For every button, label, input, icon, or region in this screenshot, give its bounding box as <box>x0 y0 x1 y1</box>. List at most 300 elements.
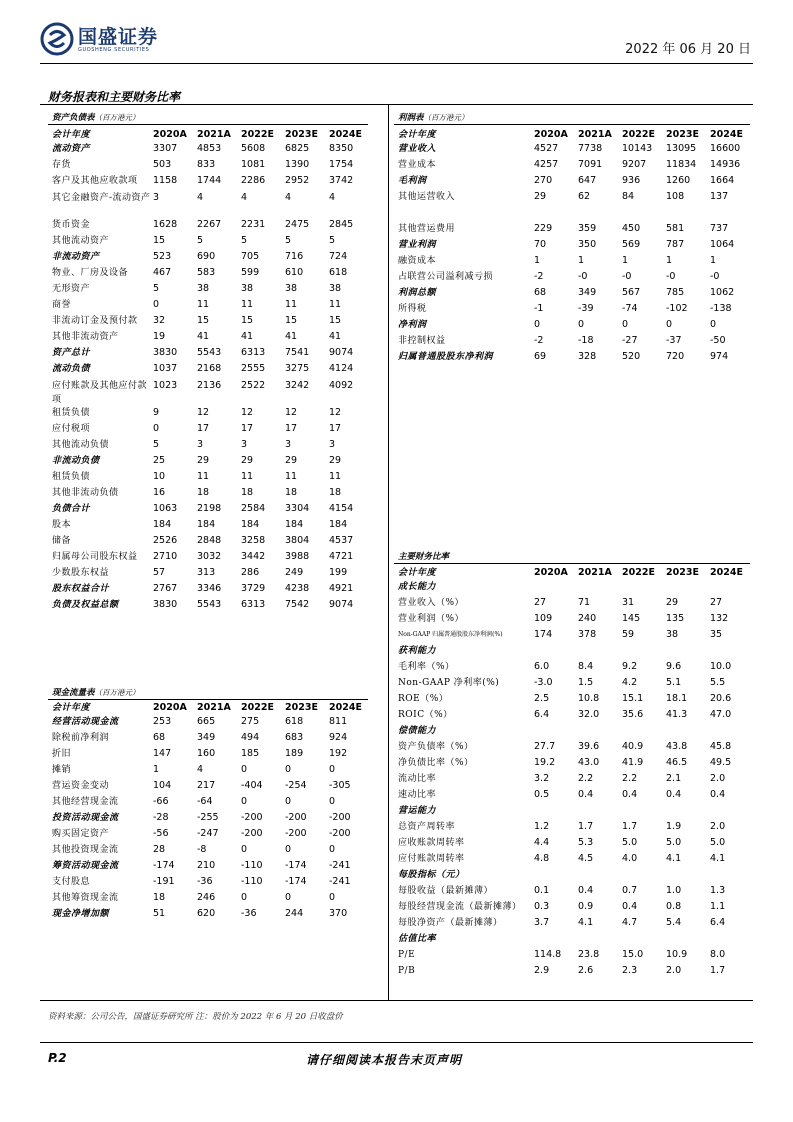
row-value <box>622 645 666 661</box>
row-value: 11 <box>197 299 210 310</box>
table-row <box>398 207 750 223</box>
row-value: 3988 <box>285 551 310 562</box>
row-value <box>666 933 710 949</box>
row-label: 所得税 <box>398 304 427 314</box>
row-label: 客户及其他应收款项 <box>52 176 138 186</box>
row-label: 其他营运费用 <box>398 224 456 234</box>
row-value: 1744 <box>197 175 222 186</box>
row-value: -3.0 <box>534 677 553 688</box>
row-value: -39 <box>578 303 594 314</box>
table-row <box>398 709 750 725</box>
row-label: 负债合计 <box>52 504 91 514</box>
row-label: 营业利润 <box>398 240 437 250</box>
table-row <box>398 693 750 709</box>
row-label: 非流动负债 <box>52 456 100 466</box>
row-value: 2.2 <box>578 773 594 784</box>
row-label: 非流动资产 <box>52 252 100 262</box>
row-value: 29 <box>197 455 210 466</box>
row-value: 3 <box>241 439 248 450</box>
row-value: 12 <box>197 407 210 418</box>
row-value: 599 <box>241 267 260 278</box>
row-value: 137 <box>710 191 729 202</box>
table-row <box>398 597 750 613</box>
header-divider <box>40 63 753 64</box>
row-value: 1.7 <box>578 821 594 832</box>
row-value: 2231 <box>241 219 266 230</box>
row-value: -200 <box>329 812 351 823</box>
table-row <box>52 535 370 551</box>
row-value: 210 <box>197 860 216 871</box>
row-label: 非流动订金及预付款 <box>52 316 138 326</box>
row-value <box>622 581 666 597</box>
table-row <box>52 764 370 780</box>
row-value: 313 <box>197 567 216 578</box>
row-value: 8.4 <box>578 661 594 672</box>
row-value: 6.4 <box>710 917 726 928</box>
table-row <box>52 175 370 191</box>
row-value: 38 <box>329 283 342 294</box>
row-value: -37 <box>666 335 682 346</box>
row-value: 7541 <box>285 347 310 358</box>
table-row <box>52 331 370 347</box>
table-row <box>398 661 750 677</box>
row-label: 其他投资现金流 <box>52 845 119 855</box>
row-value: 349 <box>197 732 216 743</box>
row-label: 获利能力 <box>398 646 437 656</box>
row-value: 12 <box>285 407 298 418</box>
row-value: -56 <box>153 828 169 839</box>
row-value: -74 <box>622 303 638 314</box>
row-value: 3032 <box>197 551 222 562</box>
row-value: 1023 <box>153 380 178 391</box>
row-value: 3 <box>285 439 292 450</box>
row-value <box>666 805 710 821</box>
row-value: 705 <box>241 251 260 262</box>
row-value <box>534 725 578 741</box>
row-value: 3830 <box>153 599 178 610</box>
row-value <box>534 645 578 661</box>
row-value <box>622 207 666 223</box>
row-value: 2267 <box>197 219 222 230</box>
row-label: 折旧 <box>52 749 72 759</box>
row-label: 营业利润（%） <box>398 614 465 624</box>
row-label: 每股指标（元） <box>398 870 465 880</box>
row-value <box>534 805 578 821</box>
row-value <box>666 645 710 661</box>
row-value: 7738 <box>578 143 603 154</box>
row-value: 0.4 <box>622 789 638 800</box>
table-row <box>52 423 370 439</box>
row-value: 647 <box>578 175 597 186</box>
row-value: 724 <box>329 251 348 262</box>
row-value: 974 <box>710 351 729 362</box>
report-date: 2022 年 06 月 20 日 <box>625 42 751 57</box>
row-value: 11 <box>329 471 342 482</box>
row-label: 每股经营现金流（最新摊薄） <box>398 902 522 912</box>
header-year: 2021A <box>578 567 612 578</box>
table-row <box>398 725 750 741</box>
header-year: 2020A <box>153 129 187 140</box>
row-label: 每股净资产（最新摊薄） <box>398 918 503 928</box>
header-year: 2023E <box>285 702 318 713</box>
row-label: 无形资产 <box>52 284 91 294</box>
row-value: 6313 <box>241 347 266 358</box>
row-value: 3729 <box>241 583 266 594</box>
row-value: 1 <box>153 764 160 775</box>
row-value: 3 <box>329 439 336 450</box>
row-value: -200 <box>285 812 307 823</box>
row-value: 4.8 <box>534 853 550 864</box>
row-value: 41.9 <box>622 757 644 768</box>
table-row <box>52 455 370 471</box>
row-value: 3 <box>153 192 160 203</box>
row-label: 估值比率 <box>398 934 437 944</box>
row-value: 1 <box>622 255 629 266</box>
row-label: 资产负债率（%） <box>398 742 474 752</box>
row-label: P/B <box>398 966 416 976</box>
row-label: 偿债能力 <box>398 726 437 736</box>
row-value: 18 <box>241 487 254 498</box>
row-label: 应收账款周转率 <box>398 838 465 848</box>
row-value: 0.4 <box>666 789 682 800</box>
row-value: -2 <box>534 271 544 282</box>
row-value: -404 <box>241 780 263 791</box>
row-value: 1.1 <box>710 901 726 912</box>
row-value: -102 <box>666 303 688 314</box>
row-value: 43.0 <box>578 757 600 768</box>
table-row <box>52 567 370 583</box>
balance-sheet-table <box>52 127 370 615</box>
row-value: 4.2 <box>622 677 638 688</box>
row-value: -247 <box>197 828 219 839</box>
row-label: 其他筹资现金流 <box>52 893 119 903</box>
row-value: 1628 <box>153 219 178 230</box>
row-value: 4.1 <box>578 917 594 928</box>
row-label: 其他非流动负债 <box>52 488 119 498</box>
header-year: 2022E <box>241 702 274 713</box>
row-value: 4154 <box>329 503 354 514</box>
header-year: 2021A <box>197 702 231 713</box>
row-value: 328 <box>578 351 597 362</box>
row-value: -138 <box>710 303 732 314</box>
row-value: 68 <box>534 287 547 298</box>
header-year: 2024E <box>710 567 743 578</box>
row-value: 184 <box>197 519 216 530</box>
row-label: 成长能力 <box>398 582 437 592</box>
row-value: 62 <box>578 191 591 202</box>
row-value: 185 <box>241 748 260 759</box>
row-value: 2.3 <box>622 965 638 976</box>
table-row <box>52 716 370 732</box>
row-value: 189 <box>285 748 304 759</box>
row-label: 其他运营收入 <box>398 192 456 202</box>
row-value: 0 <box>153 423 160 434</box>
row-value: 41 <box>329 331 342 342</box>
row-value: 41 <box>241 331 254 342</box>
row-value: 4921 <box>329 583 354 594</box>
row-value: 1 <box>710 255 717 266</box>
table-row <box>52 583 370 599</box>
row-value: 5 <box>329 235 336 246</box>
row-value: 2767 <box>153 583 178 594</box>
section-title: 财务报表和主要财务比率 <box>48 90 181 104</box>
row-value: 27 <box>534 597 547 608</box>
row-value: 4 <box>197 192 204 203</box>
row-value: 45.8 <box>710 741 732 752</box>
row-value: 32 <box>153 315 166 326</box>
row-value: 359 <box>578 223 597 234</box>
company-logo <box>40 20 240 60</box>
table-row <box>398 223 750 239</box>
row-value: 27.7 <box>534 741 556 752</box>
row-value: 1260 <box>666 175 691 186</box>
footer-top-rule <box>40 1000 753 1001</box>
table-row <box>52 251 370 267</box>
table-row <box>52 363 370 379</box>
row-value: 11 <box>285 471 298 482</box>
row-value: -8 <box>197 844 207 855</box>
income-statement-table <box>398 127 750 367</box>
row-label: 融资成本 <box>398 256 437 266</box>
row-value <box>578 645 622 661</box>
row-value: 0.4 <box>622 901 638 912</box>
row-value: 4.1 <box>710 853 726 864</box>
row-value: 2.0 <box>710 821 726 832</box>
table-row <box>52 159 370 175</box>
row-label: 归属母公司股东权益 <box>52 552 138 562</box>
row-value: 0 <box>329 892 336 903</box>
row-value: 16 <box>153 487 166 498</box>
row-value: 2.1 <box>666 773 682 784</box>
row-value: 2286 <box>241 175 266 186</box>
row-value: 0 <box>710 319 717 330</box>
row-value: -110 <box>241 876 263 887</box>
row-value: -305 <box>329 780 351 791</box>
row-value: 275 <box>241 716 260 727</box>
row-value: 184 <box>329 519 348 530</box>
table-row <box>52 780 370 796</box>
row-value: 0.1 <box>534 885 550 896</box>
row-value: 2.2 <box>622 773 638 784</box>
table-row <box>52 267 370 283</box>
row-value: 29 <box>329 455 342 466</box>
row-value: 720 <box>666 351 685 362</box>
row-value: 15.1 <box>622 693 644 704</box>
row-value: -36 <box>241 908 257 919</box>
table-row <box>398 613 750 629</box>
row-value: 46.5 <box>666 757 688 768</box>
section-divider <box>40 104 753 105</box>
row-value: 1 <box>534 255 541 266</box>
table-row <box>398 335 750 351</box>
row-value: 29 <box>241 455 254 466</box>
table-row <box>398 255 750 271</box>
row-value: 15 <box>241 315 254 326</box>
row-value: 2.0 <box>710 773 726 784</box>
row-value: -0 <box>622 271 632 282</box>
row-value: 1 <box>578 255 585 266</box>
row-value: 620 <box>197 908 216 919</box>
row-value <box>666 581 710 597</box>
row-value: -241 <box>329 860 351 871</box>
row-value <box>710 207 750 223</box>
row-label: ROIC（%） <box>398 710 453 720</box>
row-value: -0 <box>666 271 676 282</box>
row-value: 16600 <box>710 143 741 154</box>
table-row <box>52 599 370 615</box>
table-row <box>398 175 750 191</box>
table-row <box>398 303 750 319</box>
row-value: -2 <box>534 335 544 346</box>
row-value: 5.0 <box>622 837 638 848</box>
row-value: 569 <box>622 239 641 250</box>
row-value: 4.7 <box>622 917 638 928</box>
row-label: 现金净增加额 <box>52 909 110 919</box>
row-value: 0.7 <box>622 885 638 896</box>
row-value: 3830 <box>153 347 178 358</box>
row-value: 68 <box>153 732 166 743</box>
row-value: 6.0 <box>534 661 550 672</box>
header-label: 会计年度 <box>398 568 437 578</box>
row-label: 负债及权益总额 <box>52 600 119 610</box>
row-value: 135 <box>666 613 685 624</box>
row-value: 199 <box>329 567 348 578</box>
row-label: 租赁负债 <box>52 408 91 418</box>
row-value: -200 <box>241 812 263 823</box>
row-value: 1.0 <box>666 885 682 896</box>
row-value: 1064 <box>710 239 735 250</box>
row-value: 3742 <box>329 175 354 186</box>
row-value: 2475 <box>285 219 310 230</box>
row-value: 5 <box>285 235 292 246</box>
row-label: 应付账款及其他应付款项 <box>52 381 148 405</box>
row-value: 20.6 <box>710 693 732 704</box>
row-value: 3.2 <box>534 773 550 784</box>
table-row <box>398 965 750 981</box>
row-value: 5.5 <box>710 677 726 688</box>
row-value: 10.8 <box>578 693 600 704</box>
row-value: 450 <box>622 223 641 234</box>
row-value <box>622 805 666 821</box>
row-value: 4.5 <box>578 853 594 864</box>
row-value: 785 <box>666 287 685 298</box>
row-value: 11 <box>285 299 298 310</box>
row-value: 3346 <box>197 583 222 594</box>
row-value: 18 <box>285 487 298 498</box>
row-value: 40.9 <box>622 741 644 752</box>
row-value: 610 <box>285 267 304 278</box>
row-value <box>666 725 710 741</box>
row-value: 520 <box>622 351 641 362</box>
row-value: 4527 <box>534 143 559 154</box>
row-value <box>622 725 666 741</box>
row-value: 270 <box>534 175 553 186</box>
row-value: 192 <box>329 748 348 759</box>
row-label: 其他经营现金流 <box>52 797 119 807</box>
row-value <box>534 869 578 885</box>
row-value: 665 <box>197 716 216 727</box>
row-value: 683 <box>285 732 304 743</box>
table-row <box>398 629 750 645</box>
row-value: 17 <box>197 423 210 434</box>
header-year: 2023E <box>666 129 699 140</box>
row-value: 184 <box>153 519 172 530</box>
row-value: 1390 <box>285 159 310 170</box>
row-value: 4853 <box>197 143 222 154</box>
row-value: 4.0 <box>622 853 638 864</box>
row-value: 71 <box>578 597 591 608</box>
row-value: 39.6 <box>578 741 600 752</box>
row-value: 5.3 <box>578 837 594 848</box>
table-row <box>52 812 370 828</box>
row-value: 0.4 <box>578 885 594 896</box>
row-value: -50 <box>710 335 726 346</box>
row-value: 17 <box>329 423 342 434</box>
row-value: 567 <box>622 287 641 298</box>
table-row <box>398 869 750 885</box>
row-value: 6.4 <box>534 709 550 720</box>
row-value: 41 <box>285 331 298 342</box>
row-label: 股本 <box>52 520 72 530</box>
row-value: 494 <box>241 732 260 743</box>
row-value: 11 <box>197 471 210 482</box>
row-value: 10143 <box>622 143 653 154</box>
row-value: 27 <box>710 597 723 608</box>
row-value: 737 <box>710 223 729 234</box>
row-value: 9074 <box>329 347 354 358</box>
column-divider <box>388 104 389 1000</box>
row-value: 7091 <box>578 159 603 170</box>
row-value: 132 <box>710 613 729 624</box>
table-row <box>398 821 750 837</box>
row-label: 应付账款周转率 <box>398 854 465 864</box>
source-note: 资料来源：公司公告，国盛证券研究所 注：股价为 2022 年 6 月 20 日收盘价 <box>48 1012 343 1022</box>
row-value: 253 <box>153 716 172 727</box>
row-value <box>578 581 622 597</box>
key-ratios-top-rule <box>394 563 750 564</box>
table-row <box>52 347 370 363</box>
row-value: 147 <box>153 748 172 759</box>
row-value: 1062 <box>710 287 735 298</box>
row-value: 6313 <box>241 599 266 610</box>
row-value: 3304 <box>285 503 310 514</box>
row-value: 503 <box>153 159 172 170</box>
row-value: -241 <box>329 876 351 887</box>
row-value <box>710 869 750 885</box>
row-value: 3.7 <box>534 917 550 928</box>
row-value: 5543 <box>197 599 222 610</box>
row-value: 523 <box>153 251 172 262</box>
table-row <box>398 757 750 773</box>
row-value: 35 <box>710 629 723 640</box>
row-value: 31 <box>622 597 635 608</box>
row-value: 0 <box>285 892 292 903</box>
row-value: 581 <box>666 223 685 234</box>
row-value: 57 <box>153 567 166 578</box>
row-value: 378 <box>578 629 597 640</box>
row-value: 0.4 <box>710 789 726 800</box>
row-value: 2845 <box>329 219 354 230</box>
row-value: 350 <box>578 239 597 250</box>
row-value: 5.1 <box>666 677 682 688</box>
table-row <box>398 645 750 661</box>
row-label: 营运能力 <box>398 806 437 816</box>
row-value: -174 <box>285 876 307 887</box>
row-value: 2.0 <box>666 965 682 976</box>
table-row <box>398 933 750 949</box>
row-value: -18 <box>578 335 594 346</box>
table-row <box>52 191 370 219</box>
